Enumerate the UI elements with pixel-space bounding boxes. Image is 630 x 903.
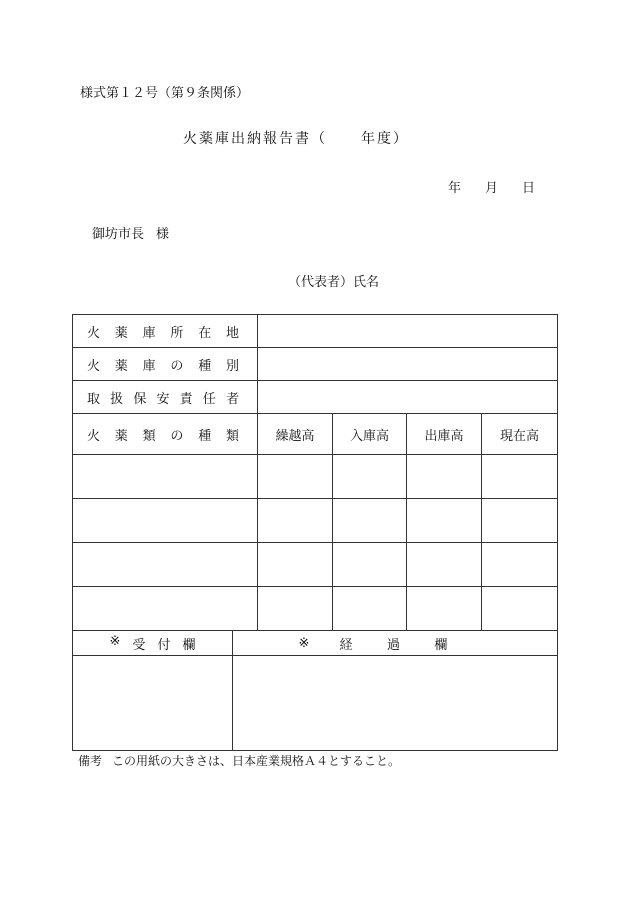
explosive-type-field[interactable] <box>73 499 258 543</box>
label-char: 任 <box>202 391 216 407</box>
label-char: 欄 <box>182 637 196 653</box>
label-cell <box>73 414 258 455</box>
label-char: 付 <box>157 637 171 653</box>
title-fiscal-year: 年度） <box>361 131 409 147</box>
column-header-issued: 出庫高 <box>407 414 482 455</box>
label-char: 者 <box>225 391 239 407</box>
table-row <box>73 587 558 631</box>
label-char: 保 <box>133 391 147 407</box>
progress-mark: ※ <box>298 635 310 651</box>
current-field[interactable] <box>482 587 558 631</box>
explosive-type-field[interactable] <box>73 543 258 587</box>
label-char: 在 <box>198 325 212 341</box>
label-cell <box>73 381 258 414</box>
carryover-field[interactable] <box>258 499 333 543</box>
label-char: 経 <box>339 637 353 653</box>
explosive-type-field[interactable] <box>73 455 258 499</box>
current-field[interactable] <box>482 543 558 587</box>
issued-field[interactable] <box>407 543 482 587</box>
label-explosive-type <box>87 425 239 444</box>
form-number: 様式第１２号（第９条関係） <box>80 86 250 101</box>
current-field[interactable] <box>482 499 558 543</box>
date-year-label: 年 <box>448 181 462 196</box>
carryover-field[interactable] <box>258 543 333 587</box>
carryover-field[interactable] <box>258 587 333 631</box>
carryover-field[interactable] <box>258 455 333 499</box>
date-month-label: 月 <box>485 181 499 196</box>
current-field[interactable] <box>482 455 558 499</box>
label-char: 類 <box>142 428 156 444</box>
reception-header <box>73 631 233 656</box>
label-char: の <box>170 428 184 444</box>
column-header-current: 現在高 <box>482 414 558 455</box>
table-row <box>73 499 558 543</box>
explosive-type-field[interactable] <box>73 587 258 631</box>
label-char: 安 <box>156 391 170 407</box>
progress-label <box>339 634 447 653</box>
label-char: ※ <box>109 633 121 649</box>
issued-field[interactable] <box>407 455 482 499</box>
date-day-label: 日 <box>522 181 536 196</box>
table-header-row <box>73 631 558 656</box>
office-use-table <box>72 630 558 751</box>
label-char: 受 <box>132 637 146 653</box>
label-char: 火 <box>87 325 101 341</box>
table-header-row <box>73 414 558 455</box>
title-main: 火薬庫出納報告書（ <box>183 131 327 147</box>
issued-field[interactable] <box>407 499 482 543</box>
received-field[interactable] <box>333 587 407 631</box>
representative-name-label: （代表者）氏名 <box>288 275 380 290</box>
table-row <box>73 543 558 587</box>
label-char: 薬 <box>114 325 128 341</box>
received-field[interactable] <box>333 499 407 543</box>
safety-officer-field[interactable] <box>258 381 558 414</box>
table-row <box>73 656 558 751</box>
label-char: 責 <box>179 391 193 407</box>
table-row <box>73 381 558 414</box>
column-header-carryover: 繰越高 <box>258 414 333 455</box>
label-magazine-type <box>87 355 239 374</box>
label-char: 過 <box>386 637 400 653</box>
label-cell <box>73 315 258 348</box>
addressee <box>92 223 169 242</box>
date-line <box>448 177 535 196</box>
label-char: 種 <box>198 428 212 444</box>
progress-header <box>233 631 558 656</box>
label-char: 別 <box>225 358 239 374</box>
inventory-table <box>72 314 558 631</box>
label-char: 取 <box>87 391 101 407</box>
label-char: 薬 <box>114 358 128 374</box>
label-char: 薬 <box>114 428 128 444</box>
label-char: 火 <box>87 428 101 444</box>
magazine-type-field[interactable] <box>258 348 558 381</box>
label-char: 所 <box>170 325 184 341</box>
remarks-text: この用紙の大きさは、日本産業規格Ａ４とすること。 <box>112 754 401 768</box>
label-char: 地 <box>225 325 239 341</box>
label-cell <box>73 348 258 381</box>
received-field[interactable] <box>333 455 407 499</box>
document-title <box>183 128 409 148</box>
progress-field[interactable] <box>233 656 558 751</box>
reception-field[interactable] <box>73 656 233 751</box>
column-header-received: 入庫高 <box>333 414 407 455</box>
magazine-location-field[interactable] <box>258 315 558 348</box>
reception-label <box>110 634 196 653</box>
label-char: 類 <box>225 428 239 444</box>
remarks <box>78 752 400 769</box>
table-row <box>73 455 558 499</box>
label-char: 種 <box>198 358 212 374</box>
received-field[interactable] <box>333 543 407 587</box>
addressee-honorific: 様 <box>156 227 170 242</box>
label-safety-officer <box>87 388 239 407</box>
remarks-prefix: 備考 <box>78 754 103 768</box>
issued-field[interactable] <box>407 587 482 631</box>
table-row <box>73 348 558 381</box>
label-char: 庫 <box>142 358 156 374</box>
label-char: の <box>170 358 184 374</box>
label-char: 欄 <box>434 637 448 653</box>
label-char: 扱 <box>110 391 124 407</box>
label-char: 火 <box>87 358 101 374</box>
label-magazine-location <box>87 322 239 341</box>
table-row <box>73 315 558 348</box>
addressee-name: 御坊市長 <box>92 227 145 242</box>
label-char: 庫 <box>142 325 156 341</box>
